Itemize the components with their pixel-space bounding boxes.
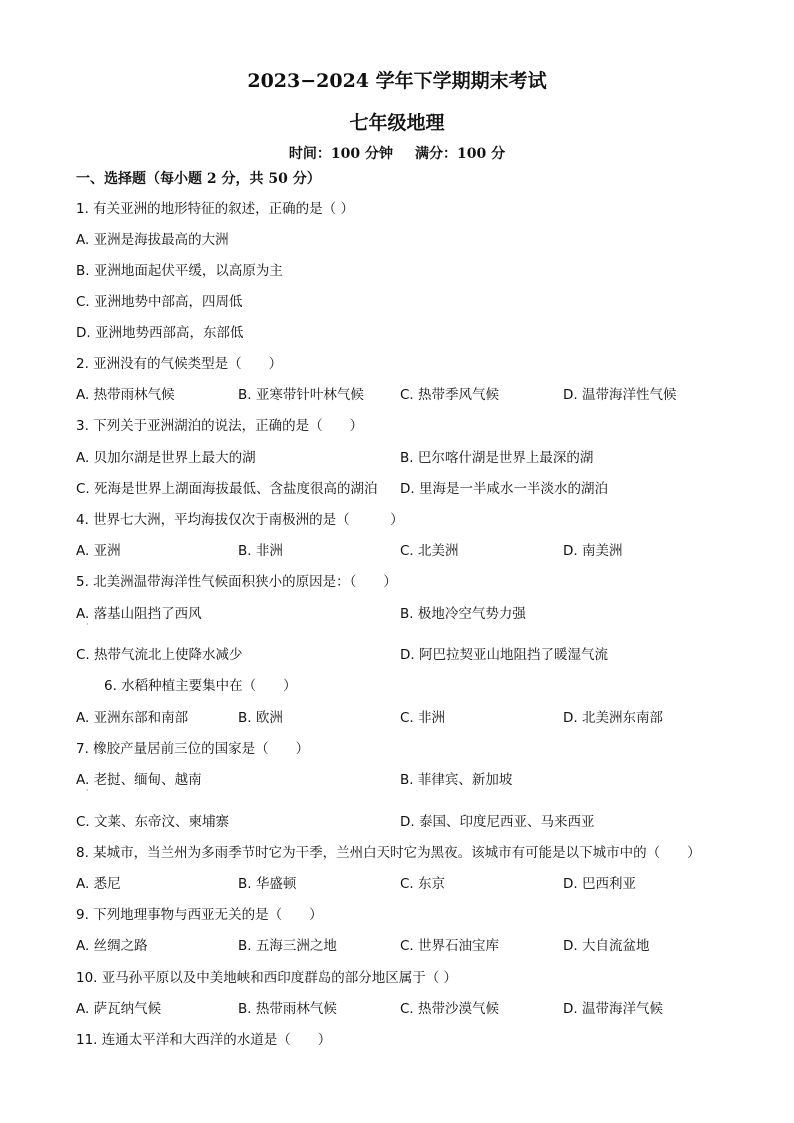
option: A. 亚洲: [76, 543, 121, 559]
question-stem: 4. 世界七大洲，平均海拔仅次于南极洲的是（ ）: [76, 512, 404, 528]
option: C. 热带气流北上使降水减少: [76, 647, 243, 663]
option: C. 世界石油宝库: [400, 938, 500, 954]
option: D. 温带海洋气候: [563, 1001, 663, 1017]
option: B. 非洲: [238, 543, 283, 559]
question-stem: 5. 北美洲温带海洋性气候面积狭小的原因是：（ ）: [76, 574, 397, 590]
exam-time: 时间：100 分钟: [288, 146, 393, 162]
option: C. 文莱、东帝汶、柬埔寨: [76, 814, 230, 830]
question-stem: 11. 连通太平洋和大西洋的水道是（ ）: [76, 1032, 332, 1048]
option: C. 死海是世界上湖面海拔最低、含盐度很高的湖泊: [76, 481, 378, 497]
question-stem: 7. 橡胶产量居前三位的国家是（ ）: [76, 741, 310, 757]
option: D. 泰国、印度尼西亚、马来西亚: [400, 814, 595, 830]
option: D. 大自流盆地: [563, 938, 650, 954]
option: C. 热带季风气候: [400, 387, 500, 403]
question-stem: 9. 下列地理事物与西亚无关的是（ ）: [76, 907, 323, 923]
option: D. 里海是一半咸水一半淡水的湖泊: [400, 481, 608, 497]
option: B. 极地冷空气势力强: [400, 606, 526, 622]
question-stem: 6. 水稻种植主要集中在（ ）: [104, 678, 297, 694]
option: B. 亚寒带针叶林气候: [238, 387, 364, 403]
exam-title: 2023−2024 学年下学期期末考试: [247, 70, 547, 92]
option: A. 亚洲东部和南部: [76, 710, 189, 726]
exam-subtitle: 七年级地理: [349, 112, 445, 134]
option: A. 丝绸之路: [76, 938, 148, 954]
question-stem: 3. 下列关于亚洲湖泊的说法，正确的是（ ）: [76, 418, 364, 434]
option: A. 老挝、缅甸、越南: [76, 772, 202, 788]
stray-mark: ·: [86, 786, 89, 795]
option: C. 非洲: [400, 710, 446, 726]
question-stem: 10. 亚马孙平原以及中美地峡和西印度群岛的部分地区属于（ ）: [76, 970, 458, 986]
option: A. 萨瓦纳气候: [76, 1001, 162, 1017]
option: B. 五海三洲之地: [238, 938, 337, 954]
option: D. 温带海洋性气候: [563, 387, 677, 403]
option: C. 亚洲地势中部高，四周低: [76, 294, 243, 310]
exam-info: [0, 143, 794, 163]
option: D. 巴西利亚: [563, 876, 636, 892]
option: A. 悉尼: [76, 876, 121, 892]
question-stem: 2. 亚洲没有的气候类型是（ ）: [76, 356, 283, 372]
option: B. 亚洲地面起伏平缓，以高原为主: [76, 263, 283, 279]
option: A. 贝加尔湖是世界上最大的湖: [76, 450, 256, 466]
option: A. 热带雨林气候: [76, 387, 175, 403]
option: C. 北美洲: [400, 543, 459, 559]
option: B. 巴尔喀什湖是世界上最深的湖: [400, 450, 594, 466]
stray-mark: ·: [86, 620, 89, 629]
option: D. 北美洲东南部: [563, 710, 663, 726]
option: C. 热带沙漠气候: [400, 1001, 500, 1017]
option: B. 热带雨林气候: [238, 1001, 337, 1017]
exam-score: 满分：100 分: [415, 146, 506, 162]
question-stem: 1. 有关亚洲的地形特征的叙述，正确的是（ ）: [76, 201, 354, 217]
option: C. 东京: [400, 876, 446, 892]
option: B. 欧洲: [238, 710, 283, 726]
option: B. 华盛顿: [238, 876, 297, 892]
option: B. 菲律宾、新加坡: [400, 772, 513, 788]
option: A. 亚洲是海拔最高的大洲: [76, 232, 229, 248]
section-heading: 一、选择题（每小题 2 分，共 50 分）: [76, 171, 321, 187]
option: A. 落基山阻挡了西风: [76, 606, 202, 622]
option: D. 南美洲: [563, 543, 623, 559]
question-stem: 8. 某城市，当兰州为多雨季节时它为干季，兰州白天时它为黑夜。该城市有可能是以下城市中的（ ）: [76, 845, 701, 861]
option: D. 阿巴拉契亚山地阻挡了暖湿气流: [400, 647, 608, 663]
option: D. 亚洲地势西部高，东部低: [76, 325, 244, 341]
